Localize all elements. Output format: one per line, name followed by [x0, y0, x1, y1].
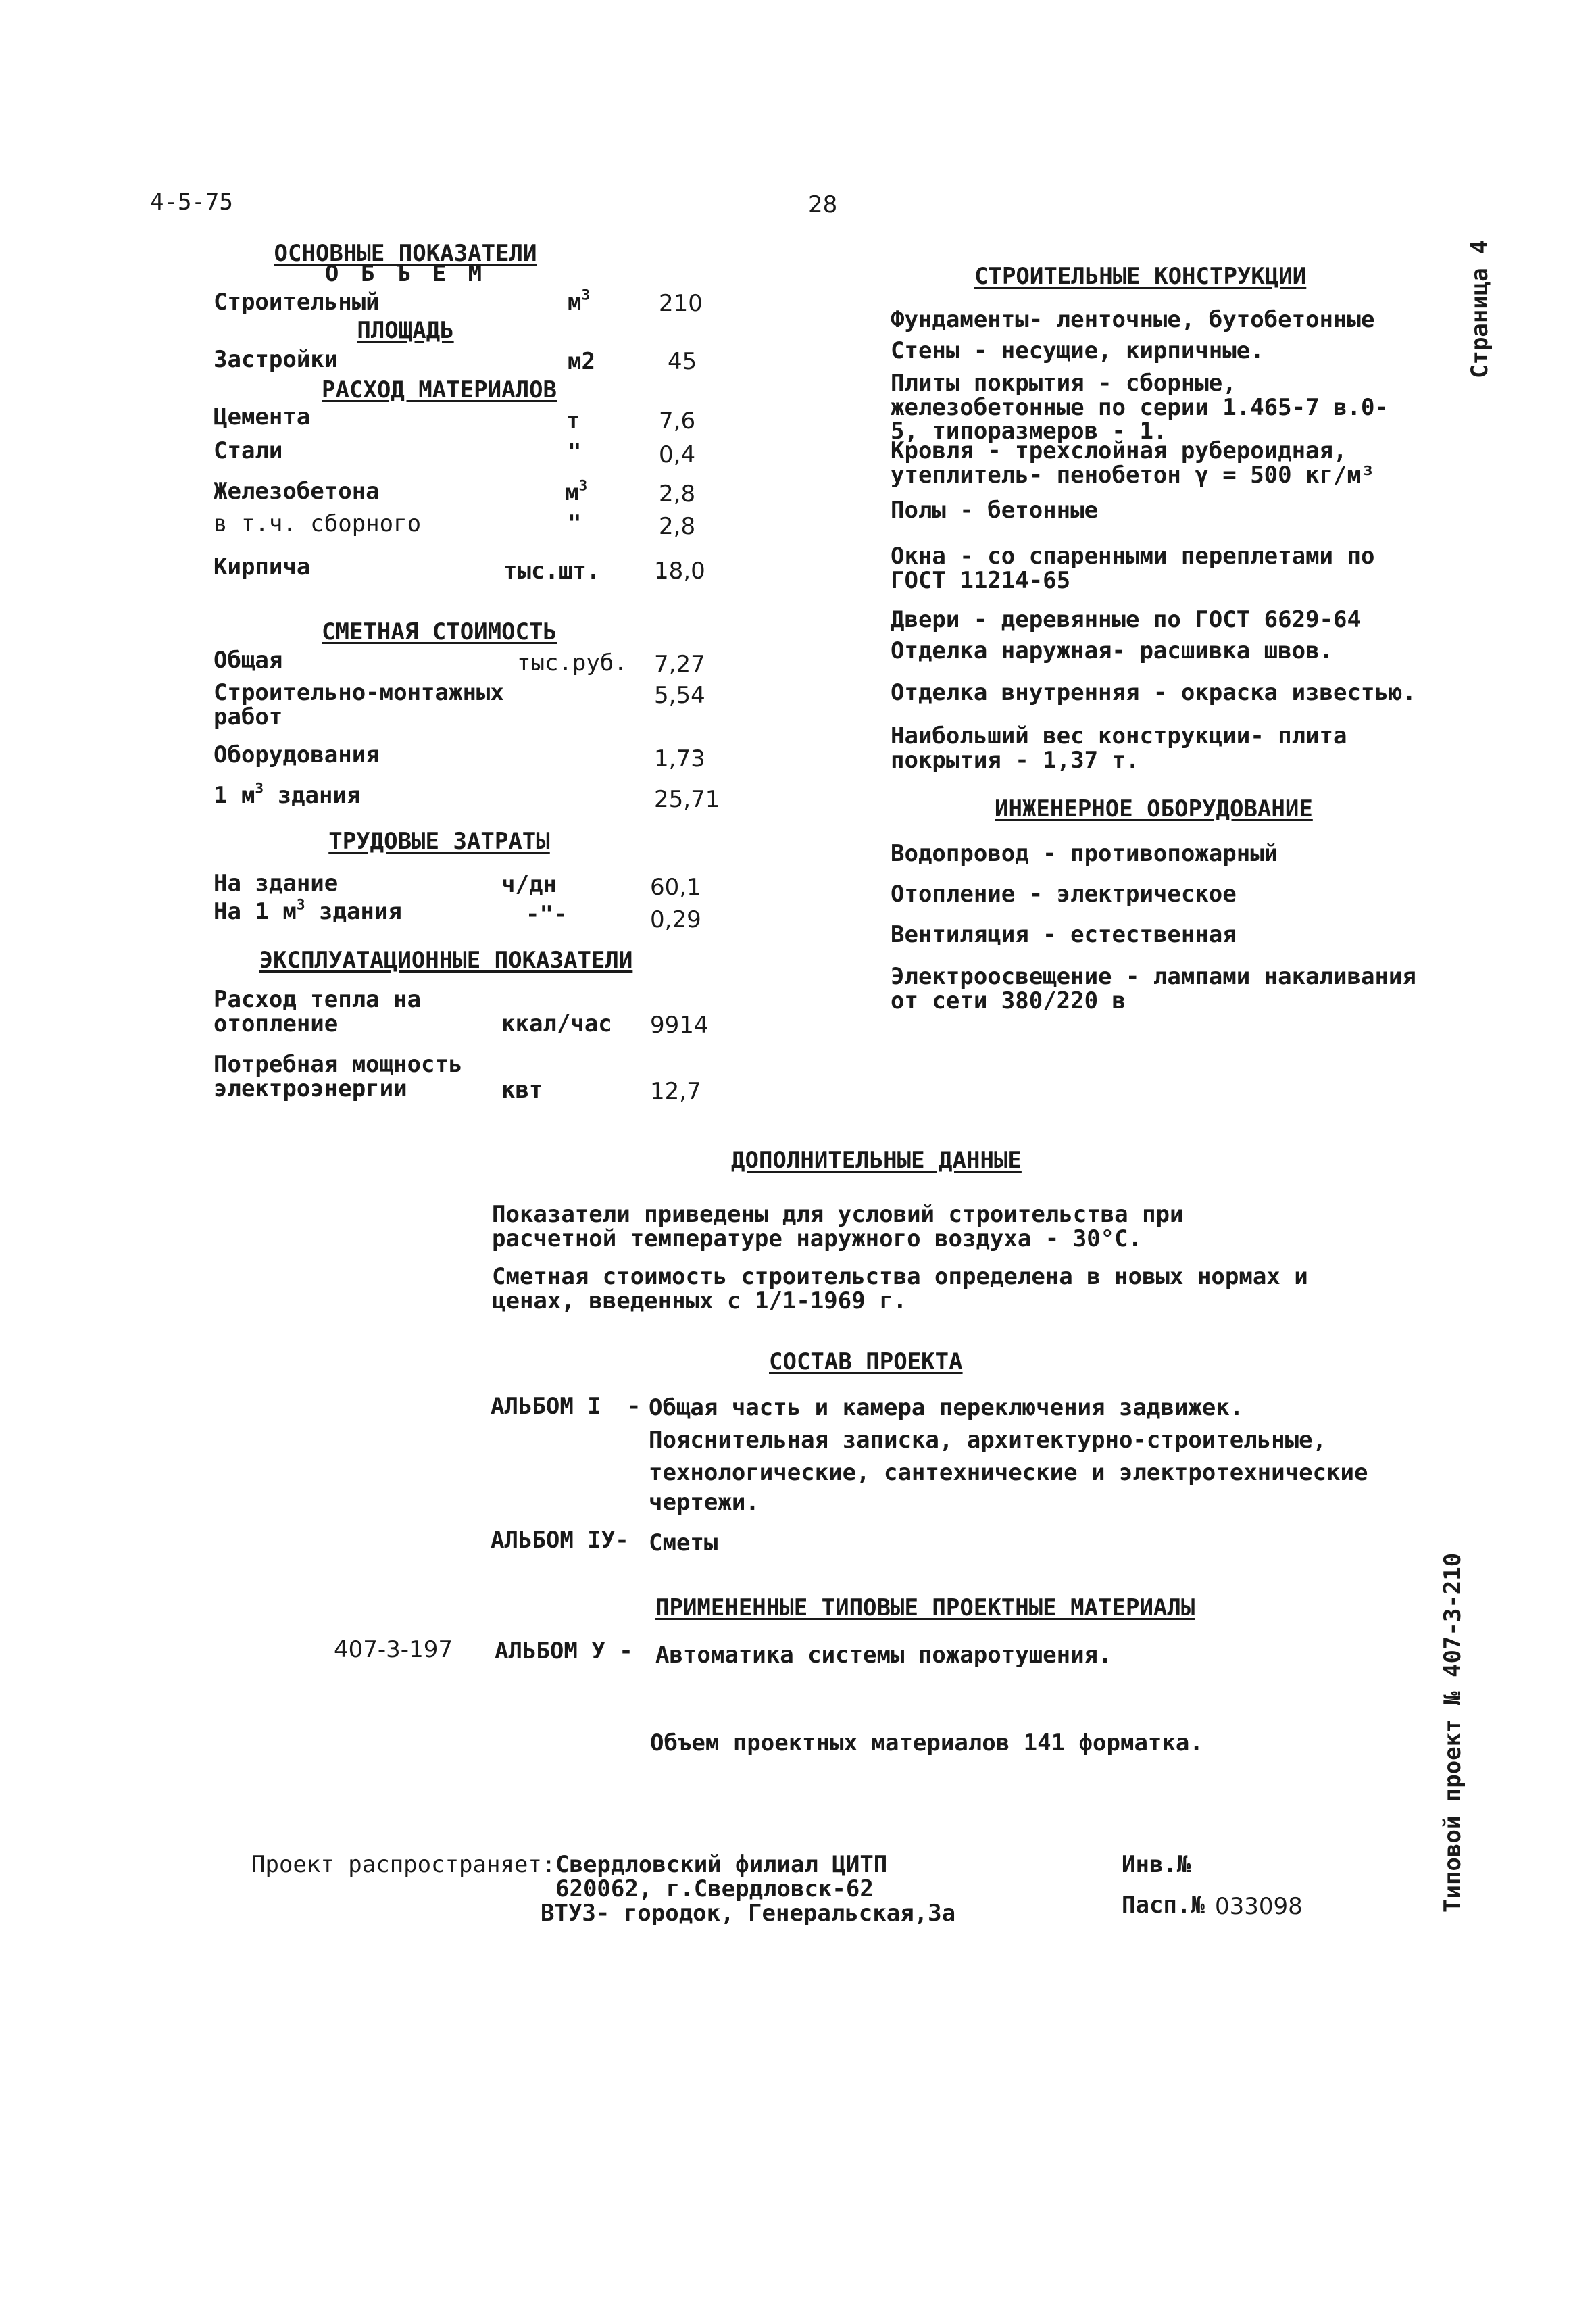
construction-item: Двери - деревянные по ГОСТ 6629-64: [891, 606, 1361, 633]
row-name: Расход тепла на отопление: [214, 986, 422, 1037]
org-line: ВТУЗ- городок, Генеральская,3а: [541, 1900, 956, 1927]
album-line: Пояснительная записка, архитектурно-строительные,: [649, 1427, 1327, 1454]
row-unit: ": [568, 510, 582, 537]
passport-number: 033098: [1215, 1893, 1303, 1920]
row-value: 0,29: [650, 906, 701, 933]
additional-paragraph: Сметная стоимость строительства определена в новых нормах и ценах, введенных с 1/1-1969 г.: [492, 1263, 1308, 1314]
album-line: технологические, сантехнические и электротехнические: [649, 1459, 1368, 1486]
row-name: Строительный: [214, 289, 380, 316]
construction-item: Плиты покрытия - сборные, железобетонные по серии 1.465-7 в.0-5, типоразмеров - 1.: [891, 370, 1389, 445]
area-title: ПЛОЩАДЬ: [357, 317, 454, 344]
row-unit: ккал/час: [501, 1010, 612, 1037]
row-value: 45: [668, 348, 697, 375]
engineering-title: ИНЖЕНЕРНОЕ ОБОРУДОВАНИЕ: [995, 795, 1313, 822]
row-value: 210: [659, 290, 703, 317]
row-value: 2,8: [659, 513, 696, 540]
row-unit: $м^3$: [568, 286, 591, 316]
row-value: 1,73: [654, 745, 705, 772]
construction-item: Отделка внутренняя - окраска известью.: [891, 679, 1416, 706]
construction-item: Окна - со спаренными переплетами по ГОСТ 11214-65: [891, 543, 1375, 594]
row-unit: $м^3$: [565, 476, 588, 506]
main-indicators-title: ОСНОВНЫЕ ПОКАЗАТЕЛИ: [274, 240, 537, 267]
row-unit: тыс.руб.: [517, 649, 628, 676]
applied-text: Автоматика системы пожаротушения.: [655, 1642, 1112, 1669]
row-unit: -"-: [526, 901, 568, 928]
page-number: 28: [808, 191, 838, 218]
org-line: Свердловский филиал ЦИТП: [555, 1851, 888, 1878]
construction-item: Фундаменты- ленточные, бутобетонные: [891, 306, 1375, 333]
row-name: Стали: [214, 437, 283, 464]
album-label: АЛЬБОМ IУ-: [491, 1527, 629, 1554]
construction-item: Наибольший вес конструкции- плита покрытия - 1,37 т.: [891, 722, 1347, 774]
row-name: Цемента: [214, 403, 311, 430]
project-number-label: Типовой проект № 407-3-210: [1439, 1552, 1466, 1913]
applied-code: 407-3-197: [334, 1636, 453, 1663]
org-line: 620062, г.Свердловск-62: [555, 1875, 874, 1902]
row-unit: тыс.шт.: [503, 558, 601, 585]
row-name: Железобетона: [214, 478, 380, 505]
construction-item: Полы - бетонные: [891, 497, 1099, 524]
row-value: 60,1: [650, 874, 701, 901]
row-name: Застройки: [214, 346, 339, 373]
row-value: 9914: [650, 1012, 709, 1039]
volume-title: О Б Ъ Е М: [324, 260, 487, 287]
row-name: Строительно-монтажных работ: [214, 679, 504, 731]
row-name: Кирпича: [214, 553, 311, 581]
row-unit: т: [566, 408, 580, 435]
row-name: Общая: [214, 647, 283, 674]
row-value: 12,7: [650, 1078, 701, 1105]
engineering-item: Водопровод - противопожарный: [891, 840, 1278, 867]
row-value: 7,6: [659, 408, 696, 435]
sheet-label: Страница 4: [1466, 240, 1493, 378]
row-value: 18,0: [654, 558, 705, 585]
row-value: 0,4: [659, 441, 696, 468]
constructions-title: СТРОИТЕЛЬНЫЕ КОНСТРУКЦИИ: [974, 263, 1307, 290]
row-name: в т.ч. сборного: [214, 510, 422, 537]
volume-note: Объем проектных материалов 141 форматка.: [650, 1729, 1203, 1756]
row-name: На здание: [214, 870, 339, 897]
construction-item: Кровля - трехслойная рубероидная, утеплитель- пенобетон γ = 500 кг/м³: [891, 437, 1375, 489]
applied-title: ПРИМЕНЕННЫЕ ТИПОВЫЕ ПРОЕКТНЫЕ МАТЕРИАЛЫ: [655, 1594, 1195, 1621]
row-value: 2,8: [659, 481, 696, 508]
row-unit: квт: [501, 1077, 543, 1104]
inventory-label: Инв.№: [1122, 1851, 1191, 1878]
cost-title: СМЕТНАЯ СТОИМОСТЬ: [322, 618, 557, 645]
construction-item: Стены - несущие, кирпичные.: [891, 337, 1264, 364]
composition-title: СОСТАВ ПРОЕКТА: [769, 1348, 963, 1375]
row-name: Потребная мощность электроэнергии: [214, 1051, 463, 1102]
materials-title: РАСХОД МАТЕРИАЛОВ: [322, 376, 557, 403]
document-code: 4-5-75: [150, 189, 233, 216]
engineering-item: Вентиляция - естественная: [891, 921, 1237, 948]
passport-label: Пасп.№: [1122, 1892, 1205, 1919]
labor-title: ТРУДОВЫЕ ЗАТРАТЫ: [328, 828, 550, 855]
engineering-item: Электроосвещение - лампами накаливания от сети 380/220 в: [891, 963, 1416, 1014]
row-value: 7,27: [654, 651, 705, 678]
row-unit: м2: [568, 348, 595, 375]
additional-title: ДОПОЛНИТЕЛЬНЫЕ ДАННЫЕ: [731, 1147, 1022, 1174]
construction-item: Отделка наружная- расшивка швов.: [891, 637, 1334, 664]
row-value: 5,54: [654, 682, 705, 709]
album-separator: -: [627, 1393, 641, 1420]
operation-title: ЭКСПЛУАТАЦИОННЫЕ ПОКАЗАТЕЛИ: [259, 947, 633, 974]
row-name: 1 $м^3$ здания: [214, 779, 361, 809]
row-name: Оборудования: [214, 741, 380, 768]
applied-album: АЛЬБОМ У -: [495, 1638, 633, 1665]
row-unit: ": [568, 439, 582, 466]
row-unit: ч/дн: [501, 871, 557, 898]
album-line: Общая часть и камера переключения задвижек.: [649, 1394, 1244, 1421]
additional-paragraph: Показатели приведены для условий строительства при расчетной температуре наружного воздуха - 30°С.: [492, 1201, 1184, 1252]
album-line: чертежи.: [649, 1489, 759, 1516]
footer-label: Проект распространяет:: [251, 1851, 556, 1878]
row-name: На 1 $м^3$ здания: [214, 895, 402, 925]
engineering-item: Отопление - электрическое: [891, 881, 1237, 908]
album-line: Сметы: [649, 1529, 718, 1556]
row-value: 25,71: [654, 786, 720, 813]
album-label: АЛЬБОМ I: [491, 1393, 601, 1420]
